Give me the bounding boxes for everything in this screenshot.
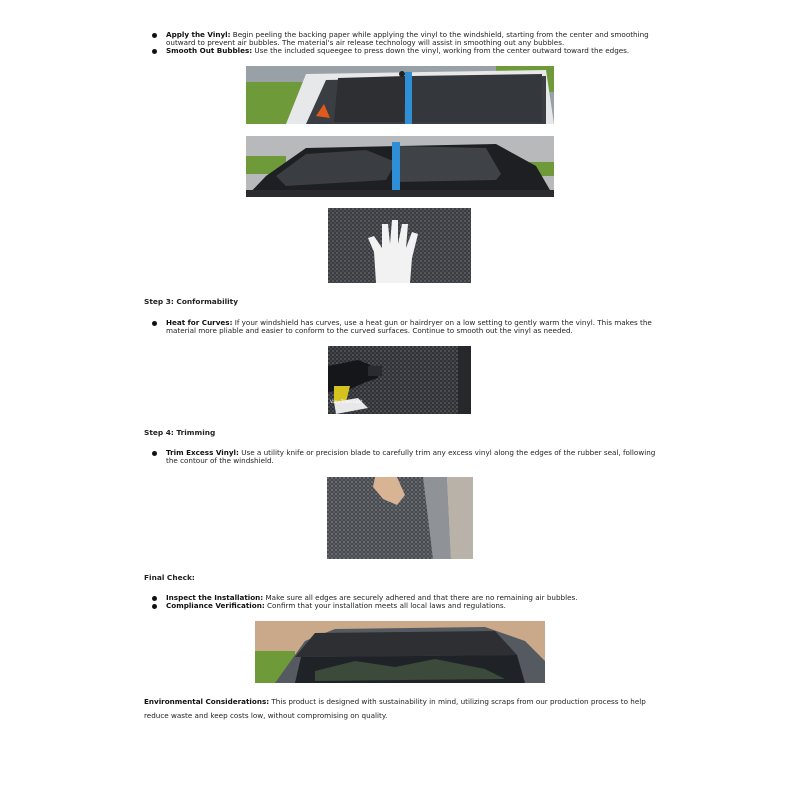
photo-vinyl-draped <box>246 136 554 197</box>
bullet-dot <box>152 596 157 601</box>
bullet-compliance <box>166 602 662 610</box>
bullet-label: Inspect the Installation: <box>166 593 264 602</box>
bullet-label: Heat for Curves: <box>166 318 233 327</box>
bullet-smooth-bubbles <box>166 47 662 55</box>
bullet-trim-excess <box>166 449 662 465</box>
photo-trimming <box>327 477 473 559</box>
bullet-apply-vinyl <box>166 31 662 47</box>
photo-caption: Vany Triple Coat <box>330 399 363 404</box>
step3-heading: Step 3: Conformability <box>144 297 239 306</box>
bullet-body: Use a utility knife or precision blade to carefully trim any excess vinyl along the edges of the rubber seal, following the contour of the windshield. <box>166 448 656 465</box>
step4-heading: Step 4: Trimming <box>144 428 216 437</box>
env-label: Environmental Considerations: <box>144 697 270 706</box>
bullet-label: Trim Excess Vinyl: <box>166 448 239 457</box>
bullet-dot <box>152 451 157 456</box>
bullet-label: Smooth Out Bubbles: <box>166 46 253 55</box>
bullet-label: Apply the Vinyl: <box>166 30 231 39</box>
bullet-body: Begin peeling the backing paper while applying the vinyl to the windshield, starting from the center and smoothing outward to prevent air bubbles. The material's air release technology will assist in smoothing out any bubbles. <box>166 30 649 47</box>
photo-finished <box>255 621 545 683</box>
bullet-dot <box>152 604 157 609</box>
bullet-body: If your windshield has curves, use a heat gun or hairdryer on a low setting to gently warm the vinyl. This makes the material more pliable and easier to conform to the curved surfaces. Continue to smooth out the vinyl as needed. <box>166 318 652 335</box>
photo-gloved-hand <box>328 208 471 283</box>
bullet-dot <box>152 49 157 54</box>
bullet-body: Use the included squeegee to press down the vinyl, working from the center outward toward the edges. <box>252 46 630 55</box>
bullet-dot <box>152 321 157 326</box>
env-body: This product is designed with sustainability in mind, utilizing scraps from our production process to help reduce waste and keep costs low, without compromising on quality. <box>144 697 646 720</box>
final-heading: Final Check: <box>144 573 195 582</box>
photo-apply-vinyl <box>246 66 554 124</box>
bullet-body: Make sure all edges are securely adhered and that there are no remaining air bubbles. <box>263 593 578 602</box>
bullet-heat-curves <box>166 319 662 335</box>
bullet-dot <box>152 33 157 38</box>
bullet-body: Confirm that your installation meets all local laws and regulations. <box>264 601 506 610</box>
environmental-note <box>144 695 664 722</box>
bullet-label: Compliance Verification: <box>166 601 265 610</box>
photo-heat-gun <box>328 346 471 414</box>
